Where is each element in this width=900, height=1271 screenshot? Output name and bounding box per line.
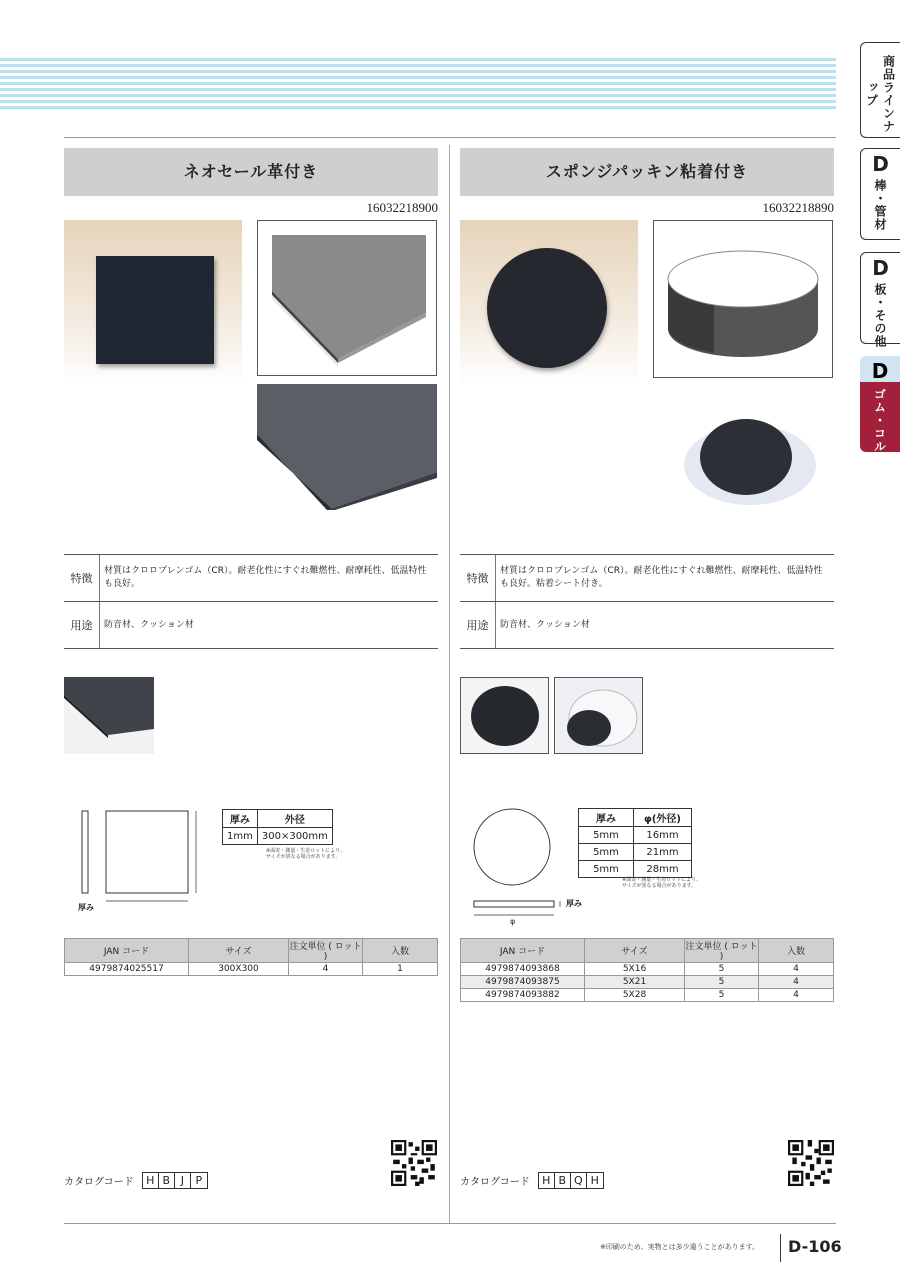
size-cell: 5mm (579, 861, 634, 878)
jan-cell: 4979874093882 (461, 989, 585, 1002)
product-title: スポンジパッキン粘着付き (460, 148, 834, 196)
catalog-char: J (175, 1173, 191, 1188)
tab-letter: D (872, 256, 889, 280)
tab-letter: D (872, 152, 889, 176)
disc-illustration (653, 220, 833, 378)
jan-cell: 5 (685, 963, 759, 976)
catalog-char: P (195, 1174, 203, 1187)
tab-label: 棒・管材 (873, 179, 887, 231)
size-header: φ(外径) (634, 809, 692, 827)
product-sponge-packing (460, 148, 834, 218)
footer-separator (780, 1234, 781, 1262)
spec-label: 用途 (64, 602, 100, 648)
catalog-code-boxes (538, 1172, 604, 1189)
spec-label: 特徴 (460, 555, 496, 601)
table-row (461, 963, 834, 976)
dimension-diagram (470, 805, 570, 925)
column-divider (449, 145, 450, 1223)
tab-product-lineup[interactable] (860, 42, 900, 138)
catalog-char: H (590, 1174, 599, 1187)
jan-cell: 5X16 (585, 963, 685, 976)
note-line: サイズが異なる場合があります。 (266, 854, 341, 860)
right-jan-table (460, 938, 834, 1002)
spec-label: 特徴 (64, 555, 100, 601)
jan-header: 注文単位 ( ロット ) (289, 939, 363, 963)
catalog-char: H (539, 1173, 555, 1188)
thickness-label: 厚み (566, 899, 582, 908)
size-cell: 5mm (579, 844, 634, 861)
catalog-char: B (159, 1173, 175, 1188)
spec-row-features (64, 555, 438, 602)
note-line: サイズが異なる場合があります。 (622, 883, 697, 889)
sample-photo-front (460, 677, 549, 754)
tab-label: 板・その他 (873, 283, 887, 348)
qr-code-icon[interactable] (391, 1140, 437, 1186)
disc-photo (680, 405, 820, 511)
tab-rubber-cork-active[interactable] (860, 356, 900, 466)
dimension-diagram (70, 805, 210, 915)
spec-row-usage (64, 602, 438, 649)
size-header: 外径 (257, 810, 332, 828)
tab-plates-other[interactable] (860, 252, 900, 348)
qr-code-icon[interactable] (788, 1140, 834, 1186)
size-header: 厚み (223, 810, 258, 828)
left-catalog-code (64, 1172, 208, 1189)
size-cell: 5mm (579, 827, 634, 844)
product-neoseal (64, 148, 438, 218)
tab-letter: D (871, 359, 889, 383)
right-size-table (578, 808, 692, 878)
left-jan-table (64, 938, 438, 976)
note-line: ※面寄・測量・生産ロットにより、 (622, 877, 702, 883)
spec-value: 材質はクロロプレンゴム（CR）。耐老化性にすぐれ難燃性、耐摩耗性、低温特性も良好。粘着シート付き。 (500, 566, 823, 589)
product-code: 16032218890 (762, 200, 834, 215)
size-cell: 21mm (634, 844, 692, 861)
jan-header: JAN コード (461, 939, 585, 963)
right-catalog-code (460, 1172, 604, 1189)
jan-cell: 4979874093868 (461, 963, 585, 976)
footer-note: ※印刷のため、実物とは多少違うことがあります。 (600, 1243, 760, 1251)
jan-cell: 4 (759, 989, 834, 1002)
jan-cell: 5X21 (585, 976, 685, 989)
jan-header: JAN コード (65, 939, 189, 963)
jan-cell: 4979874025517 (65, 963, 189, 976)
jan-cell: 4 (289, 963, 363, 976)
jan-cell: 4 (759, 976, 834, 989)
size-cell: 28mm (634, 861, 692, 878)
right-spec-table (460, 554, 834, 649)
size-note (266, 848, 345, 860)
spec-label: 用途 (460, 602, 496, 648)
tab-label: 商品ラインナップ (864, 55, 896, 133)
phi-label: φ (510, 917, 516, 926)
catalog-label: カタログコード (460, 1177, 530, 1188)
tab-rods-tubes[interactable] (860, 148, 900, 240)
note-line: ※面寄・測量・生産ロットにより、 (266, 848, 346, 854)
spec-row-features (460, 555, 834, 602)
size-cell: 16mm (634, 827, 692, 844)
tab-label: ゴム・コルク (872, 388, 887, 466)
spec-row-usage (460, 602, 834, 649)
page-number: D-106 (788, 1237, 842, 1256)
jan-cell: 1 (363, 963, 438, 976)
jan-header: サイズ (189, 939, 289, 963)
product-photo (460, 220, 638, 386)
table-row (461, 989, 834, 1002)
spec-value: 材質はクロロプレンゴム（CR）。耐老化性にすぐれ難燃性、耐摩耗性、低温特性も良好。 (104, 566, 427, 589)
catalog-label: カタログコード (64, 1177, 134, 1188)
size-note (622, 877, 701, 889)
jan-header: 注文単位 ( ロット ) (685, 939, 759, 963)
bottom-divider (64, 1223, 836, 1224)
jan-cell: 5 (685, 989, 759, 1002)
table-row (461, 976, 834, 989)
jan-cell: 4 (759, 963, 834, 976)
sample-photo (64, 677, 154, 754)
header-stripes (0, 58, 836, 110)
thickness-label: 厚み (78, 903, 94, 912)
catalog-char: H (143, 1173, 159, 1188)
jan-header: 入数 (363, 939, 438, 963)
jan-cell: 4979874093875 (461, 976, 585, 989)
product-title: ネオセール革付き (64, 148, 438, 196)
jan-header: サイズ (585, 939, 685, 963)
sheet-illustration (257, 220, 437, 376)
catalog-char: Q (571, 1173, 587, 1188)
catalog-char: B (555, 1173, 571, 1188)
product-code: 16032218900 (366, 200, 438, 215)
left-spec-table (64, 554, 438, 649)
left-size-table (222, 809, 333, 845)
texture-closeup-photo (257, 384, 437, 510)
table-row (65, 963, 438, 976)
jan-cell: 5 (685, 976, 759, 989)
jan-header: 入数 (759, 939, 834, 963)
top-divider (64, 137, 836, 138)
size-header: 厚み (579, 809, 634, 827)
jan-cell: 5X28 (585, 989, 685, 1002)
product-photo (64, 220, 242, 386)
catalog-code-boxes (142, 1172, 208, 1189)
spec-value: 防音材、クッション材 (104, 619, 194, 630)
sample-photo-back (554, 677, 643, 754)
jan-cell: 300X300 (189, 963, 289, 976)
size-cell: 300×300mm (257, 828, 332, 845)
spec-value: 防音材、クッション材 (500, 619, 590, 630)
size-cell: 1mm (223, 828, 258, 845)
